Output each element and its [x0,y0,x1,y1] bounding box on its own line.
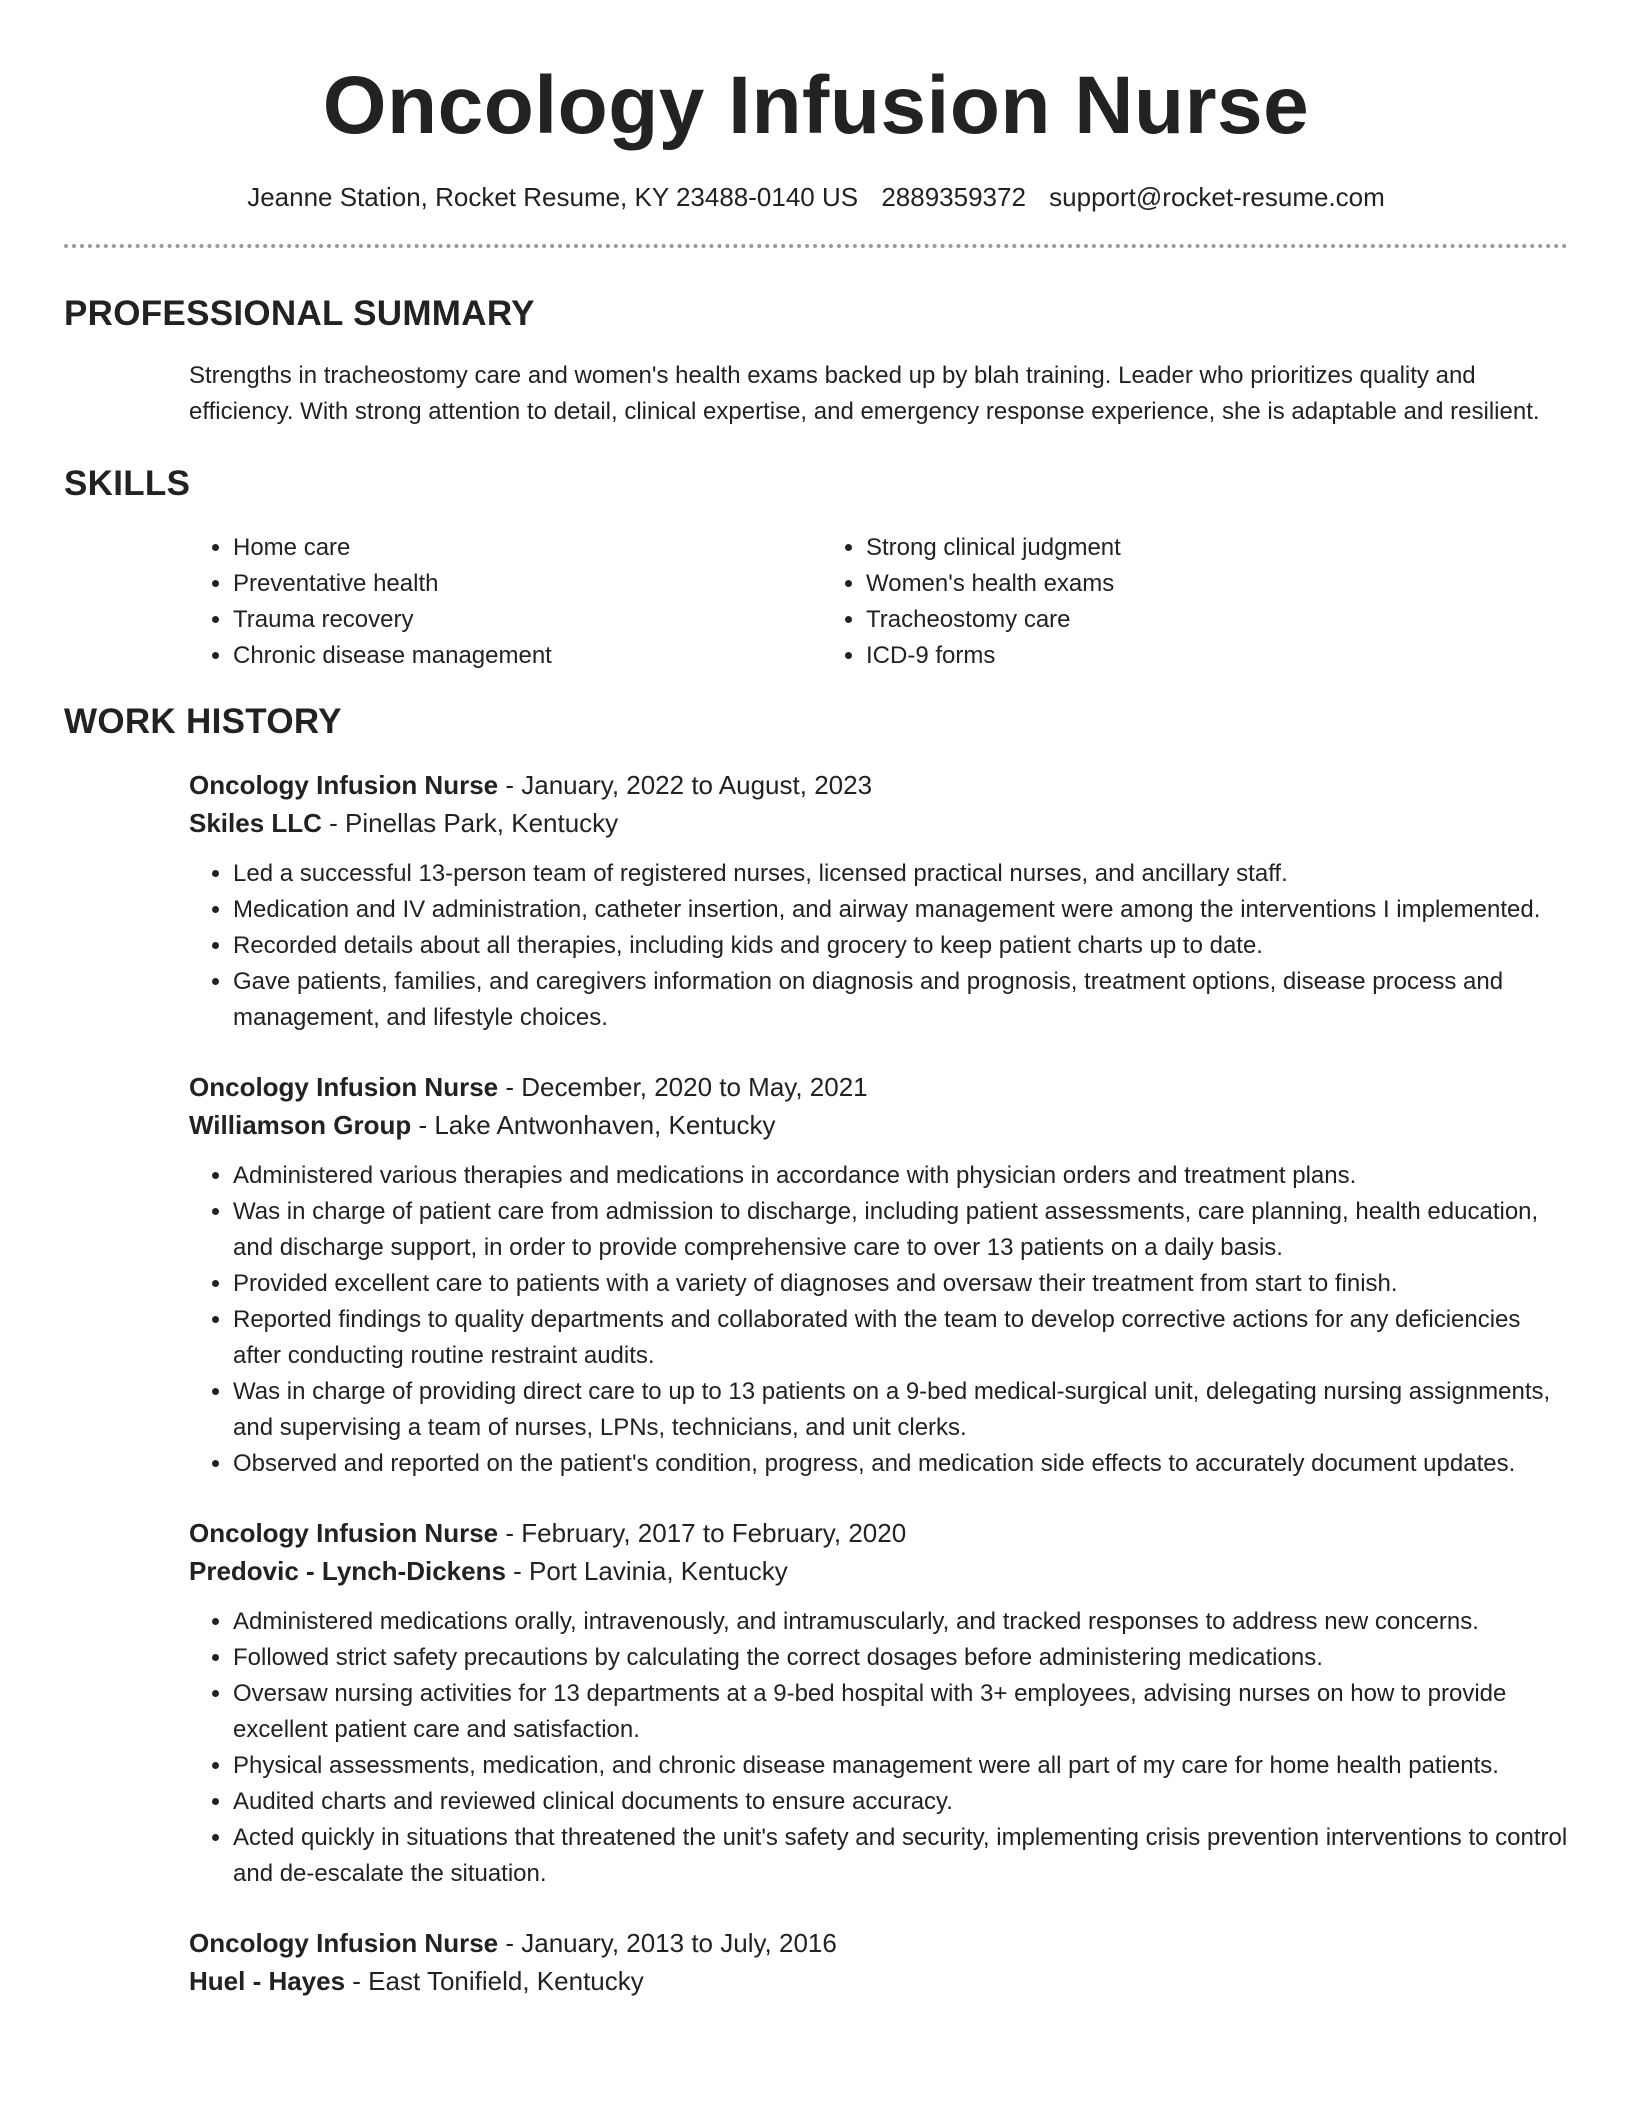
resume-name: Oncology Infusion Nurse [322,60,1310,151]
job-title-line [189,1514,1568,1552]
job-bullet: • Reported findings to quality departments and collaborated with the team to develop corrective actions for any deficiencies after conducting routine restraint audits. [233,1302,1568,1374]
job-title-line [189,1068,1568,1106]
skill-item: • Women's health exams [866,566,1455,602]
contact-address: Jeanne Station, Rocket Resume, KY 23488-0140 US [247,182,859,212]
job-title: Oncology Infusion Nurse [189,1928,499,1958]
job-bullet: • Medication and IV administration, catheter insertion, and airway management were among the interventions I implemented. [233,892,1568,928]
job-company: Williamson Group [189,1110,412,1140]
job-bullet: • Was in charge of providing direct care to up to 13 patients on a 9-bed medical-surgical unit, delegating nursing assignments, and supervising a team of nurses, LPNs, technicians, and unit clerks. [233,1374,1568,1446]
job-entry [189,1514,1568,1892]
job-company-line [189,804,1568,842]
job-dates: - December, 2020 to May, 2021 [498,1072,868,1102]
job-title: Oncology Infusion Nurse [189,1072,499,1102]
job-entry [189,1068,1568,1482]
job-title-line [189,766,1568,804]
job-location: - Lake Antwonhaven, Kentucky [411,1110,776,1140]
skill-item: • Home care [233,530,822,566]
job-bullets [189,1604,1568,1892]
skill-item: • Chronic disease management [233,638,822,674]
contact-email[interactable]: support@rocket-resume.com [1049,182,1385,212]
job-dates: - January, 2022 to August, 2023 [498,770,873,800]
work-history-heading: WORK HISTORY [64,702,342,741]
job-bullets [189,1158,1568,1482]
job-bullet: • Administered medications orally, intravenously, and intramuscularly, and tracked responses to address new concerns. [233,1604,1568,1640]
job-company: Huel - Hayes [189,1966,346,1996]
job-bullet: • Gave patients, families, and caregivers information on diagnosis and prognosis, treatment options, disease process and management, and lifestyle choices. [233,964,1568,1036]
job-bullet: • Was in charge of patient care from admission to discharge, including patient assessments, care planning, health education, and discharge support, in order to provide comprehensive care to over 13 patients on a daily basis. [233,1194,1568,1266]
job-bullet: • Recorded details about all therapies, including kids and grocery to keep patient charts up to date. [233,928,1568,964]
job-title-line [189,1924,1568,1962]
job-bullet: • Provided excellent care to patients with a variety of diagnoses and oversaw their treatment from start to finish. [233,1266,1568,1302]
skills-column-right [822,530,1455,674]
job-entry [189,766,1568,1036]
job-bullet: • Led a successful 13-person team of registered nurses, licensed practical nurses, and ancillary staff. [233,856,1568,892]
job-title: Oncology Infusion Nurse [189,770,499,800]
contact-line [64,180,1568,214]
header-divider [64,244,1568,248]
job-location: - Pinellas Park, Kentucky [321,808,619,838]
summary-heading: PROFESSIONAL SUMMARY [64,294,535,333]
job-bullet: • Physical assessments, medication, and chronic disease management were all part of my care for home health patients. [233,1748,1568,1784]
job-bullet: • Acted quickly in situations that threatened the unit's safety and security, implementing crisis prevention interventions to control and de-escalate the situation. [233,1820,1568,1892]
skill-item: • Strong clinical judgment [866,530,1455,566]
skills-heading: SKILLS [64,464,191,503]
job-bullet: • Audited charts and reviewed clinical documents to ensure accuracy. [233,1784,1568,1820]
contact-phone: 2889359372 [881,182,1026,212]
job-bullet: • Followed strict safety precautions by calculating the correct dosages before administering medications. [233,1640,1568,1676]
job-bullet: • Administered various therapies and medications in accordance with physician orders and treatment plans. [233,1158,1568,1194]
job-entry [189,1924,1568,2000]
job-company-line [189,1106,1568,1144]
skill-item: • Preventative health [233,566,822,602]
skills-list [189,530,1568,674]
job-dates: - February, 2017 to February, 2020 [498,1518,907,1548]
summary-text: Strengths in tracheostomy care and women's health exams backed up by blah training. Leader who prioritizes quality and efficiency. With strong attention to detail, clinical expertise, and emergency response experience, she is adaptable and resilient. [189,362,1540,425]
job-company: Predovic - Lynch-Dickens [189,1556,506,1586]
job-bullets [189,856,1568,1036]
job-location: - Port Lavinia, Kentucky [505,1556,788,1586]
skills-column-left [189,530,822,674]
skill-item: • Trauma recovery [233,602,822,638]
job-title: Oncology Infusion Nurse [189,1518,499,1548]
job-location: - East Tonifield, Kentucky [345,1966,644,1996]
job-company: Skiles LLC [189,808,322,838]
job-bullet: • Observed and reported on the patient's condition, progress, and medication side effects to accurately document updates. [233,1446,1568,1482]
job-bullet: • Oversaw nursing activities for 13 departments at a 9-bed hospital with 3+ employees, advising nurses on how to provide excellent patient care and satisfaction. [233,1676,1568,1748]
job-dates: - January, 2013 to July, 2016 [498,1928,837,1958]
job-company-line [189,1962,1568,2000]
skill-item: • Tracheostomy care [866,602,1455,638]
job-company-line [189,1552,1568,1590]
skill-item: • ICD-9 forms [866,638,1455,674]
